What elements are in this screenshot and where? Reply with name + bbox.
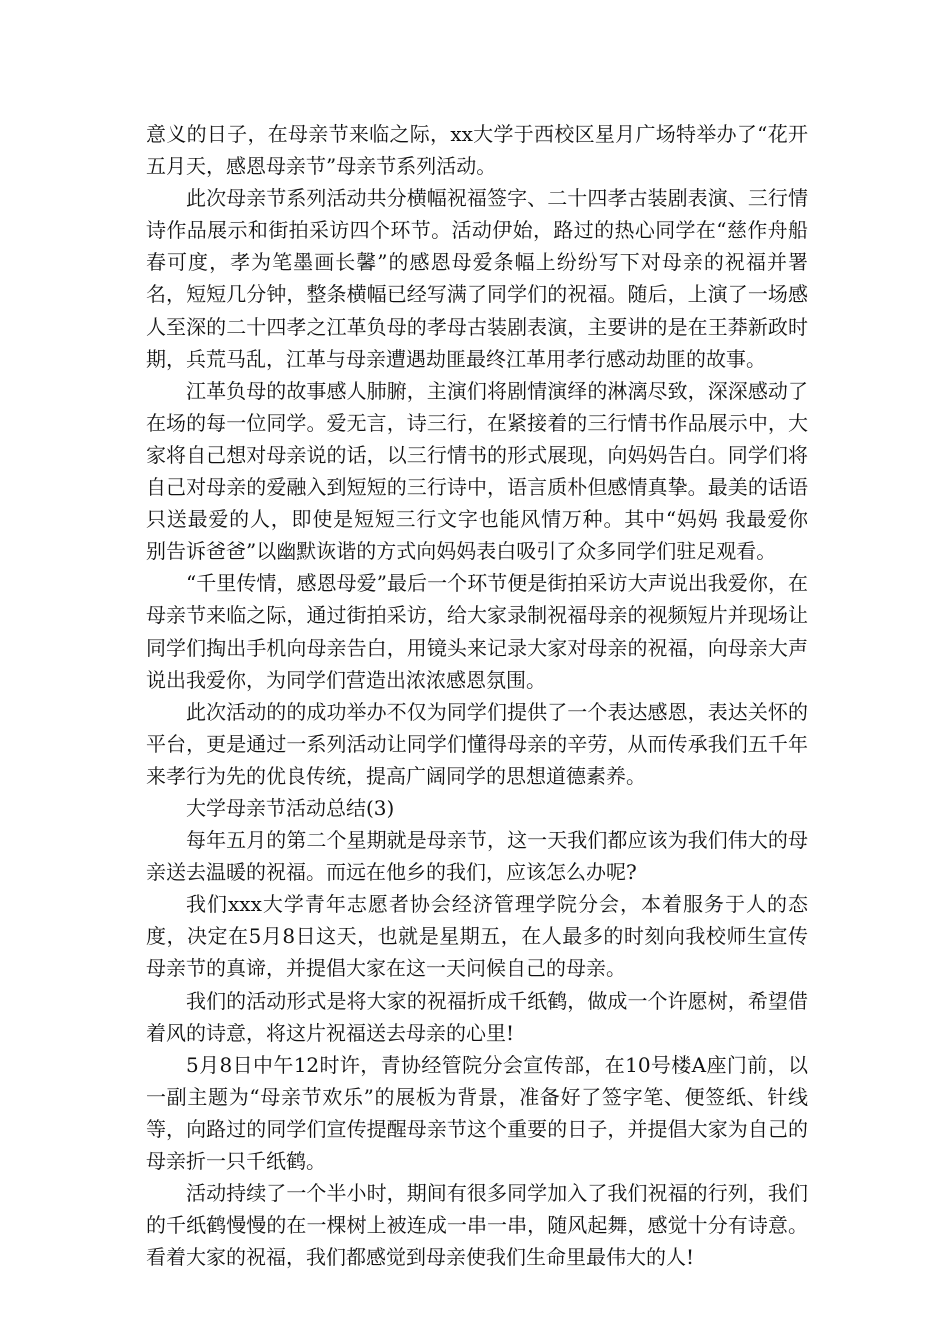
paragraph: 江革负母的故事感人肺腑，主演们将剧情演绎的淋漓尽致，深深感动了在场的每一位同学。爱无言，诗三行，在紧接着的三行情书作品展示中，大家将自己想对母亲说的话，以三行情书的形式展现，向妈妈告白。同学们将自己对母亲的爱融入到短短的三行诗中，语言质朴但感情真挚。最美的话语只送最爱的人，即使是短短三行文字也能风情万种。其中“妈妈 我最爱你 别告诉爸爸”以幽默诙谐的方式向妈妈表白吸引了众多同学们驻足观看。 — [146, 378, 808, 564]
paragraph: 5月8日中午12时许，青协经管院分会宣传部，在10号楼A座门前，以一副主题为“母亲节欢乐”的展板为背景，准备好了签字笔、便签纸、针线等，向路过的同学们宣传提醒母亲节这个重要的日子，并提倡大家为自己的母亲折一只千纸鹤。 — [146, 1052, 808, 1173]
section-heading: 大学母亲节活动总结(3) — [186, 795, 395, 820]
paragraph: 此次母亲节系列活动共分横幅祝福签字、二十四孝古装剧表演、三行情诗作品展示和街拍采访四个环节。活动伊始，路过的热心同学在“慈作舟船春可度，孝为笔墨画长馨”的感恩母爱条幅上纷纷写下对母亲的祝福并署名，短短几分钟，整条横幅已经写满了同学们的祝福。随后，上演了一场感人至深的二十四孝之江革负母的孝母古装剧表演，主要讲的是在王莽新政时期，兵荒马乱，江革与母亲遭遇劫匪最终江革用孝行感动劫匪的故事。 — [146, 186, 808, 371]
paragraph: 活动持续了一个半小时，期间有很多同学加入了我们祝福的行列，我们的千纸鹤慢慢的在一棵树上被连成一串一串，随风起舞，感觉十分有诗意。看着大家的祝福，我们都感觉到母亲使我们生命里最伟大的人! — [146, 1181, 808, 1270]
paragraph-continuation: 意义的日子，在母亲节来临之际，xx大学于西校区星月广场特举办了“花开五月天，感恩母亲节”母亲节系列活动。 — [146, 122, 808, 179]
paragraph: “千里传情，感恩母爱”最后一个环节便是街拍采访大声说出我爱你，在母亲节来临之际，通过街拍采访，给大家录制祝福母亲的视频短片并现场让同学们掏出手机向母亲告白，用镜头来记录大家对母亲的祝福，向母亲大声说出我爱你，为同学们营造出浓浓感恩氛围。 — [146, 571, 808, 692]
paragraph: 此次活动的的成功举办不仅为同学们提供了一个表达感恩，表达关怀的平台，更是通过一系列活动让同学们懂得母亲的辛劳，从而传承我们五千年来孝行为先的优良传统，提高广阔同学的思想道德素养。 — [146, 699, 808, 788]
paragraph: 每年五月的第二个星期就是母亲节，这一天我们都应该为我们伟大的母亲送去温暖的祝福。而远在他乡的我们，应该怎么办呢? — [146, 828, 808, 885]
document-body — [146, 118, 808, 1273]
paragraph: 我们的活动形式是将大家的祝福折成千纸鹤，做成一个许愿树，希望借着风的诗意，将这片祝福送去母亲的心里! — [146, 988, 808, 1045]
paragraph: 我们xxx大学青年志愿者协会经济管理学院分会，本着服务于人的态度，决定在5月8日这天，也就是星期五，在人最多的时刻向我校师生宣传母亲节的真谛，并提倡大家在这一天问候自己的母亲。 — [146, 892, 808, 981]
